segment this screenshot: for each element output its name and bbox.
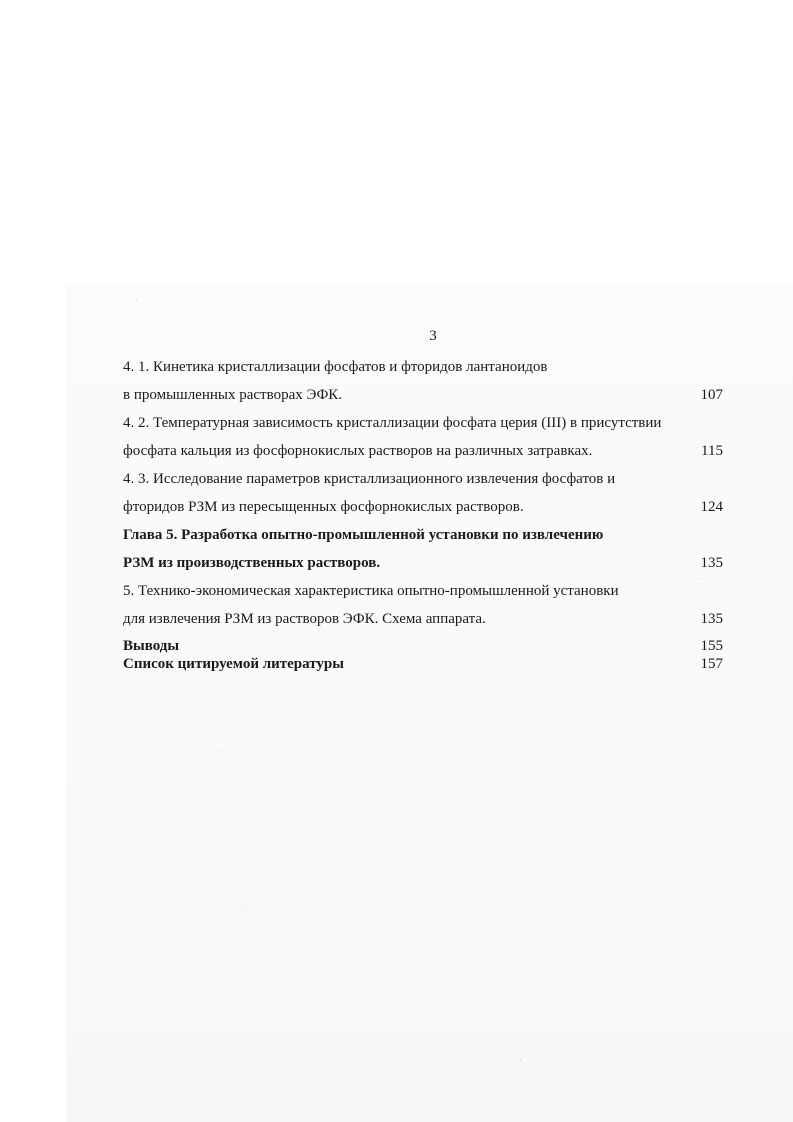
toc-entry-text: Глава 5. Разработка опытно-промышленной установки по извлечению — [123, 527, 604, 543]
scan-speck — [245, 908, 246, 909]
toc-entry — [123, 413, 723, 433]
scan-speck — [136, 300, 137, 301]
toc-entry-text: 4. 1. Кинетика кристаллизации фосфатов и фторидов лантаноидов — [123, 359, 548, 375]
toc-entry-text: РЗМ из производственных растворов. — [123, 555, 381, 571]
page-number: 3 — [429, 328, 437, 344]
toc-entry-text: в промышленных растворах ЭФК. — [123, 387, 343, 403]
toc-entry-page: 124 — [700, 499, 723, 515]
toc-entry-page: 135 — [700, 611, 723, 627]
toc-conclusions-entry — [123, 637, 723, 655]
toc-entry-text: Выводы — [123, 638, 180, 654]
toc-entry-text: 4. 3. Исследование параметров кристаллизационного извлечения фосфатов и — [123, 471, 616, 487]
toc-entry-text: для извлечения РЗМ из растворов ЭФК. Схема аппарата. — [123, 611, 486, 627]
toc-chapter-entry — [123, 525, 723, 545]
toc-entry — [123, 581, 723, 601]
toc-entry-page: 157 — [700, 656, 723, 672]
toc-entry — [123, 385, 723, 405]
toc-entry — [123, 357, 723, 377]
toc-entry-page: 135 — [700, 555, 723, 571]
table-of-contents — [123, 357, 723, 672]
toc-entry-page: 155 — [700, 638, 723, 654]
toc-entry — [123, 609, 723, 629]
toc-entry-text: фторидов РЗМ из пересыщенных фосфорнокислых растворов. — [123, 499, 524, 515]
toc-entry — [123, 441, 723, 461]
toc-entry-text: фосфата кальция из фосфорнокислых растворов на различных затравках. — [123, 443, 593, 459]
toc-entry-page: 107 — [700, 387, 723, 403]
toc-chapter-entry — [123, 553, 723, 573]
toc-references-entry — [123, 655, 723, 673]
toc-entry-text: 4. 2. Температурная зависимость кристаллизации фосфата церия (III) в присутствии — [123, 415, 662, 431]
toc-entry-page: 115 — [701, 443, 723, 459]
toc-entry — [123, 497, 723, 517]
scan-speck — [221, 750, 222, 751]
scan-speck — [520, 1060, 521, 1061]
toc-entry-text: 5. Технико-экономическая характеристика опытно-промышленной установки — [123, 583, 619, 599]
toc-entry-text: Список цитируемой литературы — [123, 656, 344, 672]
toc-entry — [123, 469, 723, 489]
